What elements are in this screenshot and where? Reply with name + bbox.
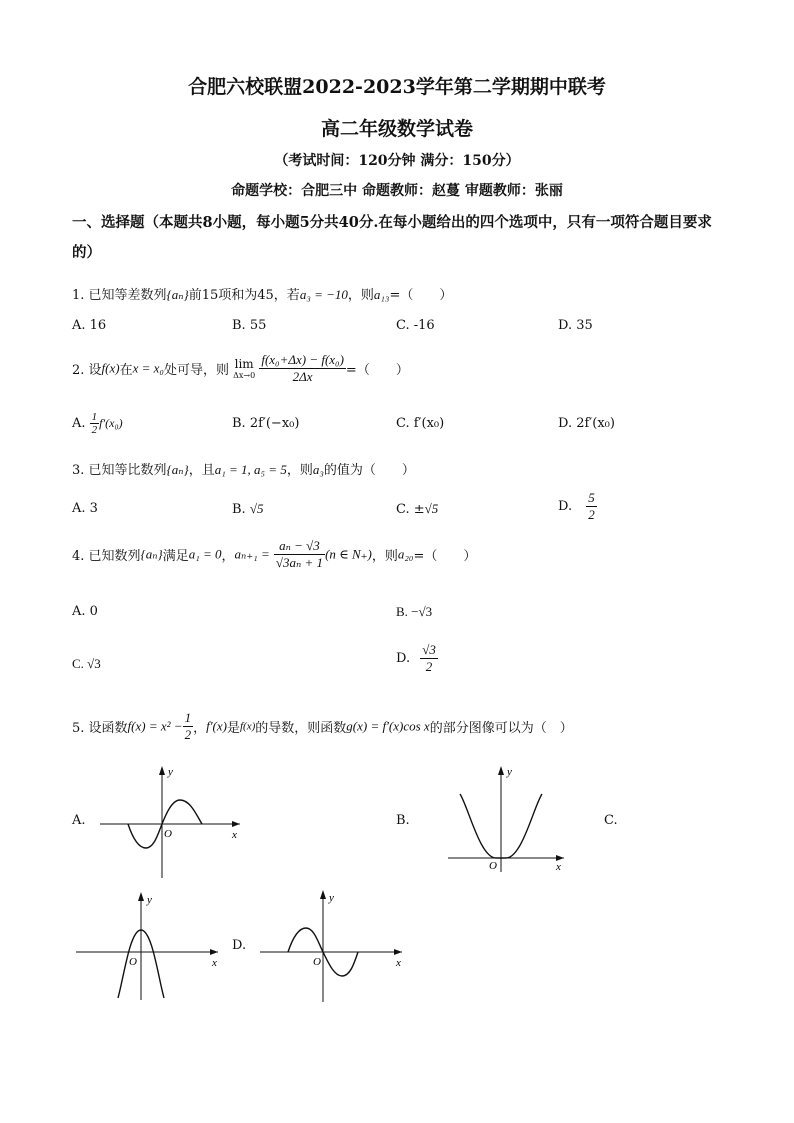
section-heading: 一、选择题（本题共8小题，每小题5分共40分.在每小题给出的四个选项中，只有一项符合题目要求的） <box>72 214 712 261</box>
question-4-stem: 4. 已知数列{aₙ}满足a₁ = 0，aₙ₊₁ = $\frac{\text{aₙ − √3}}{\text{√3aₙ + 1}}$ (n ∈ N₊)，则a₂₀=（ ） <box>72 538 477 570</box>
q3-option-d[interactable]: D. $\frac{5}{2}$ <box>558 490 595 522</box>
exam-title: 合肥六校联盟2022-2023学年第二学期期中联考 <box>188 76 606 98</box>
q1-sequence: {aₙ} <box>166 287 189 302</box>
svg-text:x: x <box>212 957 217 969</box>
svg-text:O: O <box>164 828 172 840</box>
exam-authors: 命题学校：合肥三中 命题教师：赵蔓 审题教师：张丽 <box>231 183 563 199</box>
svg-text:x: x <box>232 829 237 841</box>
q4-option-c[interactable]: C. √3 <box>72 656 101 671</box>
q5-graph-c <box>74 888 224 1002</box>
question-2-stem: 2. 设f(x)在x = x₀处可导，则 lim Δx→0 $\frac{\text{f(x₀+Δx) − f(x₀)}}{2\Delta x}$ =（ ） <box>72 352 409 384</box>
svg-text:O: O <box>313 956 321 968</box>
question-3-stem: 3. 已知等比数列{aₙ}，且a₁ = 1, a₅ = 5，则a₃的值为（ ） <box>72 462 415 478</box>
q5-graph-b <box>446 762 571 874</box>
question-5-stem: 5. 设函数f(x) = x² − $\frac{1}{2}$ ，f′(x)是f(x)的导数，则函数g(x) = f′(x)cos x的部分图像可以为（ ） <box>72 710 573 742</box>
svg-text:y: y <box>507 766 512 778</box>
q1-target: a₁₃ <box>373 287 390 302</box>
q4-fraction: $\frac{\text{aₙ − √3}}{\text{√3aₙ + 1}}$ <box>275 538 324 570</box>
svg-text:x: x <box>556 861 561 873</box>
q1-condition: a₃ = −10 <box>299 287 348 302</box>
q2-limit: lim Δx→0 <box>233 357 256 380</box>
q4-option-a[interactable]: A. 0 <box>72 604 98 619</box>
q5-option-b[interactable]: B. <box>396 813 410 828</box>
q1-option-b[interactable]: B. 55 <box>232 318 267 333</box>
q3-option-b[interactable]: B. √5 <box>232 501 264 517</box>
q5-option-d[interactable]: D. <box>232 938 247 953</box>
question-1-stem: 1. 已知等差数列{aₙ}前15项和为45，若a₃ = −10，则a₁₃=（ ） <box>72 287 453 303</box>
svg-text:y: y <box>329 892 334 904</box>
q2-fraction: $\frac{\text{f(x₀+Δx) − f(x₀)}}{2\Delta x}$ <box>261 352 344 384</box>
q3-option-c[interactable]: C. ±√5 <box>396 501 439 517</box>
svg-text:y: y <box>168 766 173 778</box>
q1-option-c[interactable]: C. -16 <box>396 318 435 333</box>
q1-option-a[interactable]: A. 16 <box>72 318 107 333</box>
q3-option-a[interactable]: A. 3 <box>72 501 98 516</box>
q4-option-b[interactable]: B. −√3 <box>396 604 433 619</box>
svg-text:x: x <box>396 957 401 969</box>
q2-option-b[interactable]: B. 2f′(−x₀) <box>232 416 300 431</box>
q5-graph-a <box>98 762 248 880</box>
q1-option-d[interactable]: D. 35 <box>558 318 593 333</box>
q5-option-c[interactable]: C. <box>604 813 618 828</box>
svg-text:O: O <box>489 860 497 872</box>
exam-info: （考试时间：120分钟 满分：150分） <box>274 153 520 169</box>
q5-graph-d <box>258 888 408 1004</box>
q2-option-d[interactable]: D. 2f′(x₀) <box>558 416 615 431</box>
exam-subtitle: 高二年级数学试卷 <box>320 118 473 140</box>
q2-option-a[interactable]: A. $\frac{1}{2}$ f′(x₀) <box>72 411 123 436</box>
q2-option-c[interactable]: C. f′(x₀) <box>396 416 445 431</box>
svg-text:y: y <box>147 894 152 906</box>
svg-text:O: O <box>129 956 137 968</box>
q4-option-d[interactable]: D. $\frac{√3}{2}$ <box>396 642 436 674</box>
q5-option-a[interactable]: A. <box>72 813 86 828</box>
